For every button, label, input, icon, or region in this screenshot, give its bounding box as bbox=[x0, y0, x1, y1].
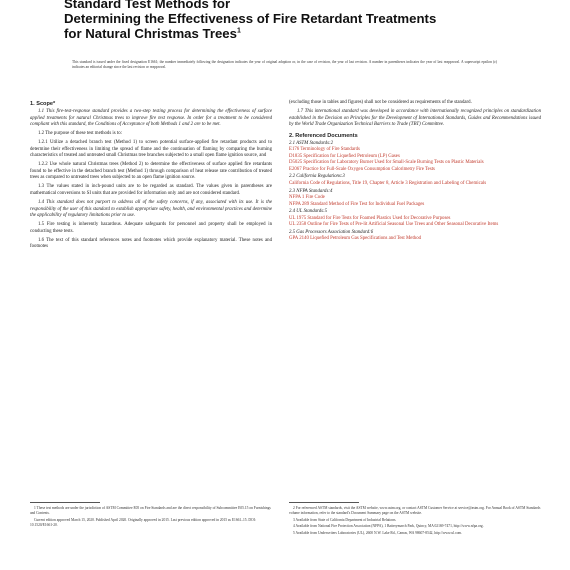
reference-title: 2.5 Gas Processors Association Standard:6 bbox=[289, 229, 374, 235]
scope-heading: 1. Scope* bbox=[30, 101, 56, 107]
reference-title[interactable]: Standard Method of Fire Test for Individual Fuel Packages bbox=[309, 201, 425, 207]
footnote: 2 For referenced ASTM standards, visit the ASTM website, www.astm.org, or contact ASTM Customer Service at service@astm.org. For Annual Book of ASTM Standards volume information, refer to the standard's Document Summary page on the ASTM website. bbox=[289, 506, 541, 515]
footnotes-right bbox=[289, 506, 541, 537]
footnote: 3 Available from State of California Department of Industrial Relations. bbox=[293, 517, 397, 522]
reference-item bbox=[289, 167, 541, 174]
para-1-3: 1.3 The values stated in inch-pound units are to be regarded as standard. The values given in parentheses are mathematical conversions to SI units that are provided for information only and are not considered standard. bbox=[30, 184, 272, 197]
left-column bbox=[30, 100, 272, 253]
reference-code-link[interactable]: NFPA 1 bbox=[289, 195, 305, 201]
reference-code-link[interactable]: D5025 bbox=[289, 160, 303, 166]
reference-title[interactable]: Practice for Full-Scale Oxygen Consumption Calorimetry Fire Tests bbox=[301, 166, 435, 172]
title-line-3-text: for Natural Christmas Trees bbox=[64, 26, 237, 41]
reference-code-link[interactable]: GPA 2140 bbox=[289, 236, 309, 242]
reference-title[interactable]: Registration and Labeling of Chemicals bbox=[407, 180, 487, 186]
reference-code-link[interactable]: NFPA 289 bbox=[289, 201, 310, 207]
right-column bbox=[289, 100, 541, 243]
reference-item bbox=[289, 222, 541, 229]
title-footnote-mark: 1 bbox=[236, 27, 241, 35]
title-line-3 bbox=[64, 26, 504, 41]
reference-item bbox=[289, 181, 541, 188]
para-1-7: 1.7 This international standard was developed in accordance with internationally recognized principles on standardization established in the Decision on Principles for the Development of International Standards, Guides and Recommendations issued by the World Trade Organization Technical Barriers to Trade (TBT) Committee. bbox=[289, 109, 541, 128]
para-1-6: 1.6 The text of this standard references notes and footnotes which provide explanatory material. These notes and footnotes bbox=[30, 237, 272, 250]
para-1-1: 1.1 This fire-test-response standard provides a two-step testing process for determining the effectiveness of surface applied treatments for natural Christmas trees to improve fire test response. In order for a treatment to be considered compliant with this standard, the Conditions of Acceptance of both Methods 1 and 2 are to be met. bbox=[30, 109, 272, 128]
para-1-6-continued: (excluding those in tables and figures) shall not be considered as requirements of the standard. bbox=[289, 100, 472, 105]
reference-code-link[interactable]: UL 1975 bbox=[289, 215, 307, 221]
footnote: 5 Available from Underwriters Laboratories (UL), 2600 N.W. Lake Rd., Camas, WA 98607-8542, http://www.ul.com. bbox=[293, 530, 463, 535]
reference-item bbox=[289, 202, 541, 209]
footnote-divider-left bbox=[30, 502, 100, 503]
reference-title: 2.3 NFPA Standards:4 bbox=[289, 188, 333, 194]
reference-title: 2.1 ASTM Standards:2 bbox=[289, 140, 334, 146]
reference-title: 2.4 UL Standards:5 bbox=[289, 209, 328, 215]
reference-title[interactable]: Specification for Laboratory Burner Used for Small-Scale Burning Tests on Plastic Materials bbox=[302, 160, 484, 166]
referenced-documents-heading: 2. Referenced Documents bbox=[289, 132, 358, 139]
title-block bbox=[64, 0, 504, 41]
reference-code-link[interactable]: E176 bbox=[289, 147, 300, 153]
reference-list bbox=[289, 141, 541, 243]
footnote: 1 These test methods are under the jurisdiction of ASTM Committee E05 on Fire Standards and are the direct responsibility of Subcommittee E05.15 on Furnishings and Contents. bbox=[30, 506, 271, 515]
footnote: 4 Available from National Fire Protection Association (NFPA), 1 Batterymarch Park, Quincy, MA 02169-7471, http://www.nfpa.org. bbox=[293, 524, 484, 528]
reference-title[interactable]: Liquefied Petroleum Gas Specifications and Test Method bbox=[308, 236, 422, 242]
para-1-2: 1.2 The purpose of these test methods is to: bbox=[38, 131, 122, 137]
footnotes-left bbox=[30, 506, 272, 529]
reference-code-link[interactable]: California Code of Regulations, Title 19, Chapter 8, Article 3 bbox=[289, 180, 408, 186]
reference-title[interactable]: Fire Code bbox=[304, 195, 325, 201]
footnote-divider-right bbox=[289, 502, 359, 503]
reference-item bbox=[289, 236, 541, 243]
title-line-1: Standard Test Methods for bbox=[64, 0, 231, 11]
reference-code-link[interactable]: E2067 bbox=[289, 166, 302, 172]
reference-title: 2.2 California Regulations:3 bbox=[289, 174, 345, 180]
designation-notice: This standard is issued under the fixed designation E1661; the number immediately following the designation indicates the year of original adoption or, in the case of revision, the year of last revision. A number in parentheses indicates the year of last reapproval. A superscript epsilon (ε) indicates an editorial change since the last revision or reapproval. bbox=[72, 60, 497, 70]
reference-title[interactable]: Specification for Liquefied Petroleum (LP) Gases bbox=[302, 153, 400, 159]
title-line-2: Determining the Effectiveness of Fire Retardant Treatments bbox=[64, 11, 437, 26]
reference-code-link[interactable]: UL 2358 bbox=[289, 222, 307, 228]
para-1-4: 1.4 This standard does not purport to address all of the safety concerns, if any, associated with its use. It is the responsibility of the user of this standard to establish appropriate safety, health, and environmental practices and determine the applicability of regulatory limitations prior to use. bbox=[30, 200, 272, 219]
para-1-2-2: 1.2.2 Use whole natural Christmas trees (Method 2) to determine the effectiveness of surface applied fire retardants found to be effective in the detached branch test (Method 1) through comparison of heat release rate contribution of treated trees as compared to untreated trees when subjected to an open flame ignition source. bbox=[30, 162, 272, 181]
reference-title[interactable]: Terminology of Fire Standards bbox=[299, 147, 360, 153]
reference-code-link[interactable]: D1835 bbox=[289, 153, 303, 159]
reference-title[interactable]: Standard for Fire Tests for Foamed Plastics Used for Decorative Purposes bbox=[306, 215, 451, 221]
para-1-5: 1.5 Fire testing is inherently hazardous. Adequate safeguards for personnel and property shall be employed in conducting these tests. bbox=[30, 222, 272, 234]
reference-title[interactable]: Outline for Fire Tests of Pre-lit Artificial Seasonal Use Trees and Other Seasonal Decorative Items bbox=[306, 222, 499, 228]
para-1-2-1: 1.2.1 Utilize a detached branch test (Method 1) to screen potential surface-applied fire retardant products and to determine their effectiveness in limiting the spread of flame and the continuation of flaming by comparing the burning characteristics of treated and untreated small Christmas tree branches subjected to a small open flame ignition source, and bbox=[30, 140, 272, 159]
footnote: Current edition approved March 15, 2020. Published April 2020. Originally approved in 2015. Last previous edition approved in 2015 as E1661–15. DOI: 10.1520/E1661-20. bbox=[30, 517, 256, 527]
